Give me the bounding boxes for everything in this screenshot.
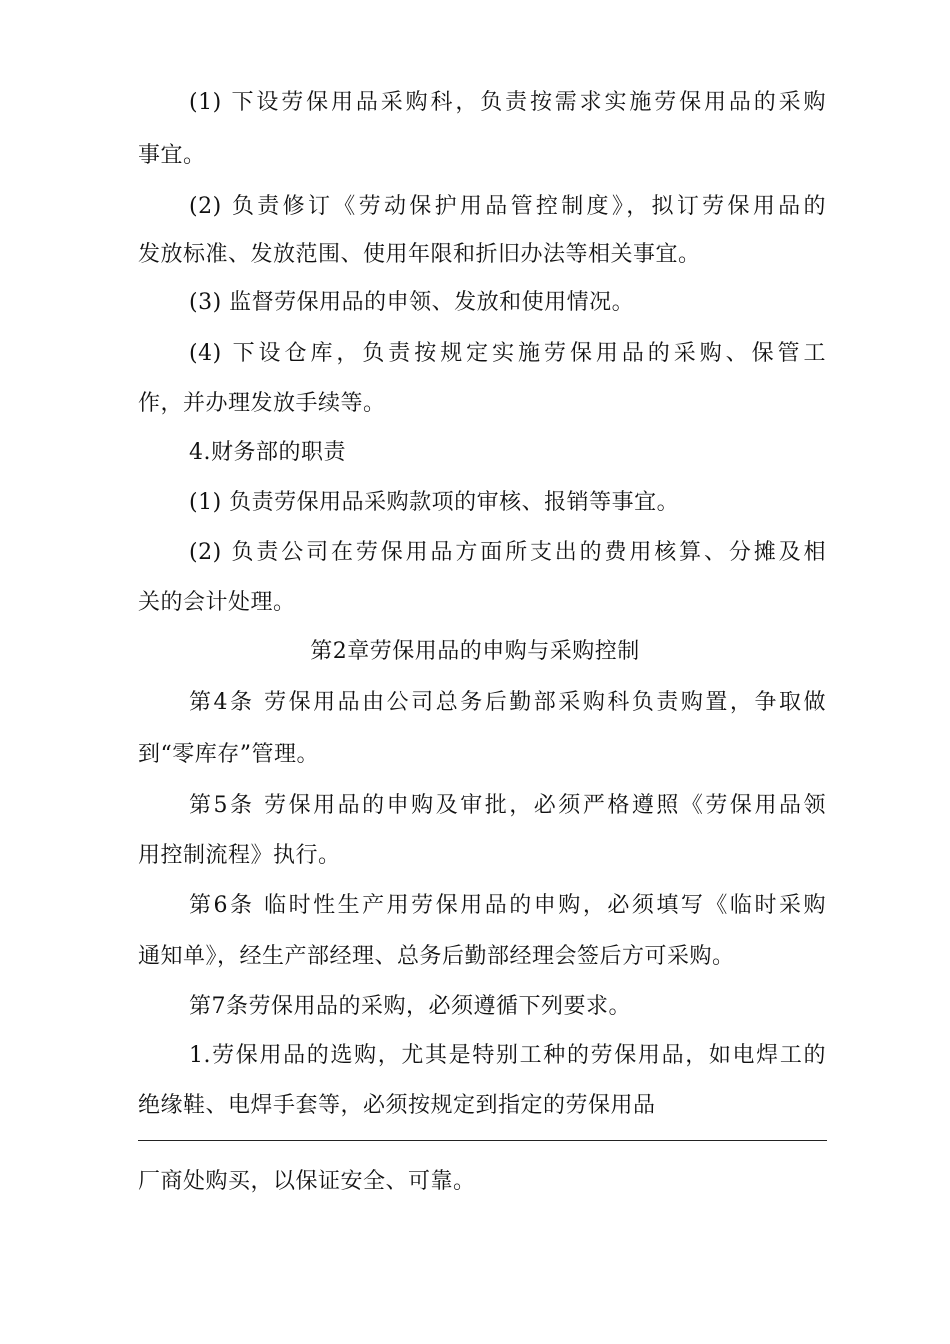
- paragraph-line: (3) 监督劳保用品的申领、发放和使用情况。: [189, 290, 635, 315]
- paragraph-line: 发放标准、发放范围、使用年限和折旧办法等相关事宜。: [138, 242, 701, 267]
- paragraph-line: (4) 下设仓库，负责按规定实施劳保用品的采购、保管工: [189, 341, 826, 366]
- paragraph-line: 厂商处购买，以保证安全、可靠。: [138, 1169, 476, 1194]
- paragraph-line: (2) 负责修订《劳动保护用品管控制度》，拟订劳保用品的: [189, 194, 826, 219]
- paragraph-line: 到“零库存”管理。: [138, 742, 319, 767]
- paragraph-line: 1.劳保用品的选购，尤其是特别工种的劳保用品，如电焊工的: [189, 1043, 826, 1068]
- article-line: 第7条劳保用品的采购，必须遵循下列要求。: [189, 994, 631, 1019]
- chapter-title: 第2章劳保用品的申购与采购控制: [310, 639, 640, 664]
- paragraph-line: 作，并办理发放手续等。: [138, 391, 386, 416]
- paragraph-line: (1) 负责劳保用品采购款项的审核、报销等事宜。: [189, 490, 680, 515]
- paragraph-line: 事宜。: [138, 143, 206, 168]
- paragraph-line: (1) 下设劳保用品采购科，负责按需求实施劳保用品的采购: [189, 90, 826, 115]
- paragraph-line: 用控制流程》执行。: [138, 843, 341, 868]
- paragraph-line: 通知单》，经生产部经理、总务后勤部经理会签后方可采购。: [138, 944, 735, 969]
- section-heading: 4.财务部的职责: [189, 440, 346, 465]
- article-line: 第5条 劳保用品的申购及审批，必须严格遵照《劳保用品领: [189, 793, 826, 818]
- page-divider: [138, 1140, 827, 1141]
- article-line: 第6条 临时性生产用劳保用品的申购，必须填写《临时采购: [189, 893, 826, 918]
- article-line: 第4条 劳保用品由公司总务后勤部采购科负责购置，争取做: [189, 690, 826, 715]
- paragraph-line: 绝缘鞋、电焊手套等，必须按规定到指定的劳保用品: [138, 1093, 656, 1118]
- paragraph-line: 关的会计处理。: [138, 590, 296, 615]
- paragraph-line: (2) 负责公司在劳保用品方面所支出的费用核算、分摊及相: [189, 540, 826, 565]
